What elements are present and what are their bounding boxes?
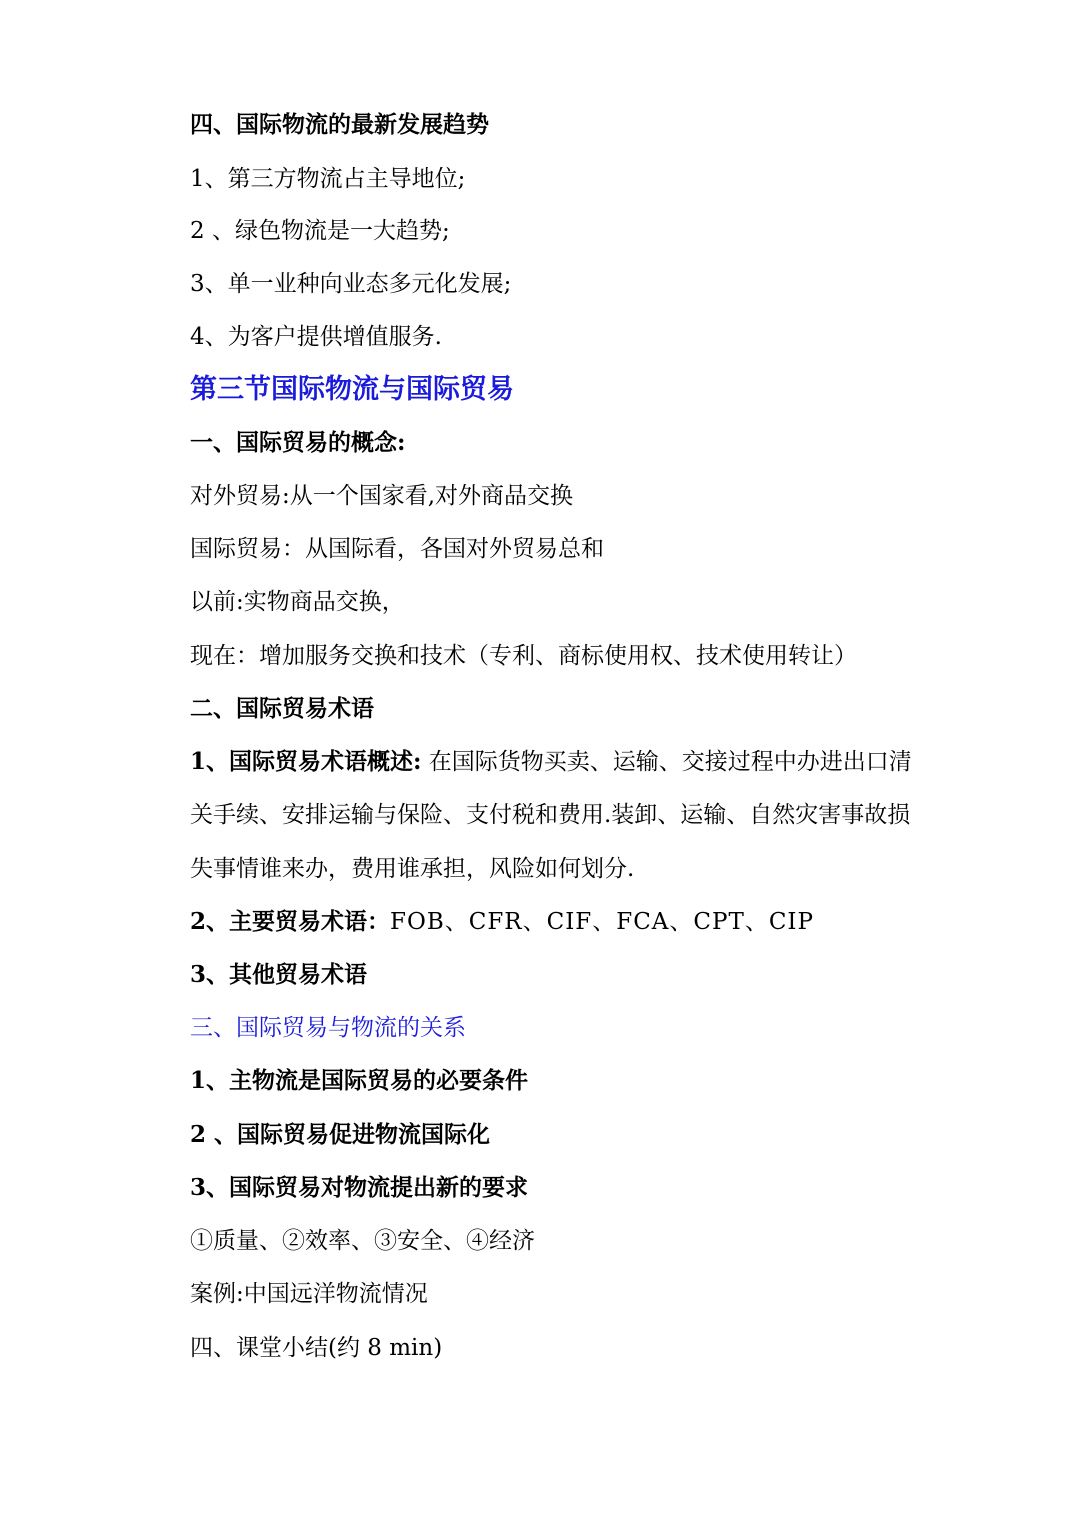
trend-item-3: 3、单一业种向业态多元化发展; — [190, 271, 512, 297]
trend-item-4: 4、为客户提供增值服务. — [190, 324, 442, 350]
relation-requirements: ①质量、②效率、③安全、④经济 — [190, 1228, 535, 1254]
terms-overview-label: 1、国际贸易术语概述: — [190, 748, 422, 775]
relation-item-1: 1、主物流是国际贸易的必要条件 — [190, 1067, 529, 1094]
concept-foreign-trade: 对外贸易:从一个国家看,对外商品交换 — [190, 483, 574, 509]
concept-now: 现在：增加服务交换和技术（专利、商标使用权、技术使用转让） — [190, 643, 857, 669]
relation-item-3: 3、国际贸易对物流提出新的要求 — [190, 1174, 529, 1201]
terms-overview-line-1 — [190, 744, 912, 780]
terms-main-label: 2、主要贸易术语： — [190, 908, 391, 935]
terms-overview-text-a: 在国际货物买卖、运输、交接过程中办进出口清 — [421, 749, 912, 775]
case-study: 案例:中国远洋物流情况 — [190, 1281, 428, 1307]
section-title-3: 第三节国际物流与国际贸易 — [190, 374, 514, 405]
terms-main-list: FOB、CFR、CIF、FCA、CPT、CIP — [390, 909, 814, 935]
trend-item-2: 2 、绿色物流是一大趋势; — [190, 218, 450, 244]
trend-item-1: 1、第三方物流占主导地位; — [190, 166, 466, 192]
concept-before: 以前:实物商品交换， — [190, 589, 405, 615]
heading-trade-logistics-relation: 三、国际贸易与物流的关系 — [190, 1015, 466, 1041]
concept-international-trade: 国际贸易：从国际看，各国对外贸易总和 — [190, 536, 604, 562]
terms-other: 3、其他贸易术语 — [190, 961, 368, 988]
heading-trends: 四、国际物流的最新发展趋势 — [190, 111, 489, 138]
terms-main-line — [190, 904, 814, 940]
class-summary: 四、课堂小结(约 8 min) — [190, 1335, 443, 1361]
terms-overview-line-2: 关手续、安排运输与保险、支付税和费用.装卸、运输、自然灾害事故损 — [190, 802, 911, 828]
relation-item-2: 2 、国际贸易促进物流国际化 — [190, 1121, 491, 1148]
terms-overview-line-3: 失事情谁来办，费用谁承担，风险如何划分. — [190, 856, 635, 882]
heading-trade-terms: 二、国际贸易术语 — [190, 695, 374, 722]
heading-trade-concept: 一、国际贸易的概念: — [190, 429, 406, 456]
